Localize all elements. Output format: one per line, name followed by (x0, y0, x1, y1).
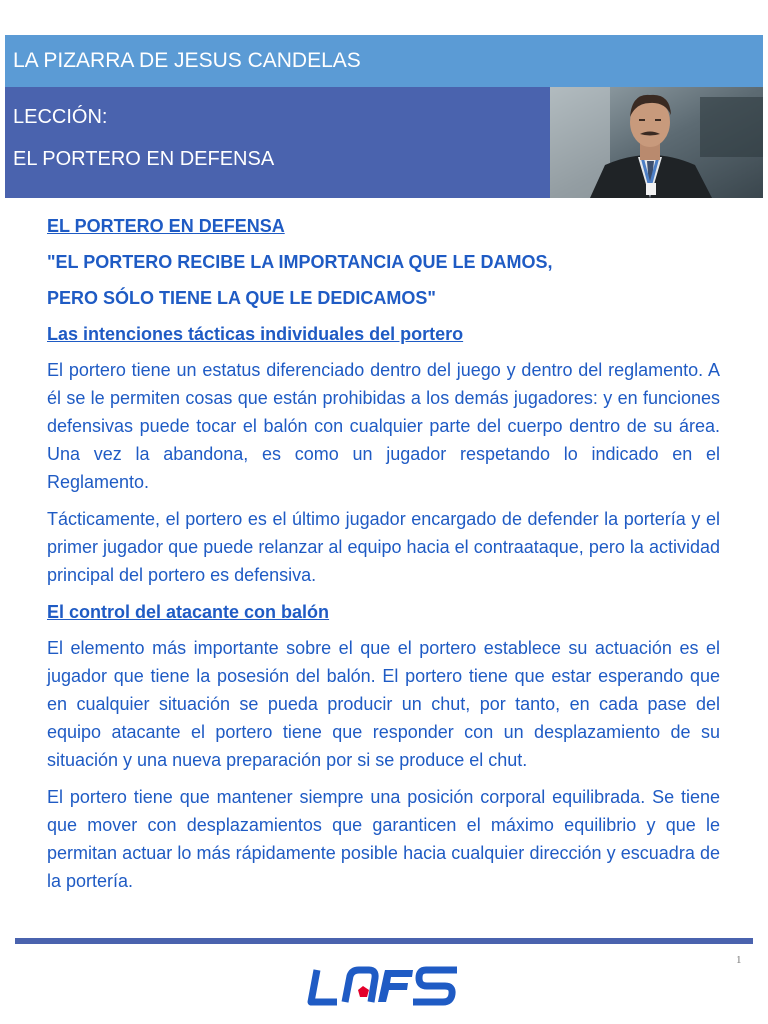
paragraph-1: El portero tiene un estatus diferenciado dentro del juego y dentro del reglamento. A él se le permiten cosas que están prohibidas a los demás jugadores: y en funciones defensivas puede tocar el balón con cualquier parte del cuerpo dentro de su área. Una vez la abandona, es como un jugador respetando lo indicado en el Reglamento. (47, 360, 720, 492)
quote-line-1: "EL PORTERO RECIBE LA IMPORTANCIA QUE LE DAMOS, (47, 252, 553, 272)
lesson-banner (5, 87, 550, 198)
heading-link[interactable]: EL PORTERO EN DEFENSA (47, 216, 285, 236)
section-heading-control[interactable]: El control del atacante con balón (47, 602, 330, 622)
section-heading-intenciones[interactable]: Las intenciones tácticas individuales del portero (47, 324, 464, 344)
lesson-content (47, 212, 720, 904)
paragraph-2: Tácticamente, el portero es el último jugador encargado de defender la portería y el primer jugador que puede relanzar al equipo hacia el contraataque, pero la actividad principal del portero es defensiva. (47, 509, 720, 585)
lesson-title: EL PORTERO EN DEFENSA (13, 148, 275, 170)
quote-line-2: PERO SÓLO TIENE LA QUE LE DEDICAMOS" (47, 288, 436, 308)
lesson-label: LECCIÓN: (13, 106, 108, 128)
document-header-title (5, 35, 763, 87)
header-title-text: LA PIZARRA DE JESUS CANDELAS (13, 49, 361, 72)
paragraph-4: El portero tiene que mantener siempre una posición corporal equilibrada. Se tiene que mover con desplazamientos que garanticen el máximo equilibrio y que le permitan actuar lo más rápidamente posible hacia cualquier dirección y escuadra de la portería. (47, 787, 720, 891)
author-photo-image (550, 87, 763, 198)
author-photo (550, 87, 763, 198)
page-number: 1 (736, 954, 742, 966)
footer-divider (15, 938, 753, 944)
lnfs-logo (305, 966, 465, 1006)
paragraph-3: El elemento más importante sobre el que el portero establece su actuación es el jugador que tiene la posesión del balón. El portero tiene que estar esperando que en cualquier situación se pueda producir un chut, por tanto, en cada pase del equipo atacante el portero tiene que responder con un desplazamiento de su situación y una nueva preparación por si se produce el chut. (47, 638, 720, 770)
